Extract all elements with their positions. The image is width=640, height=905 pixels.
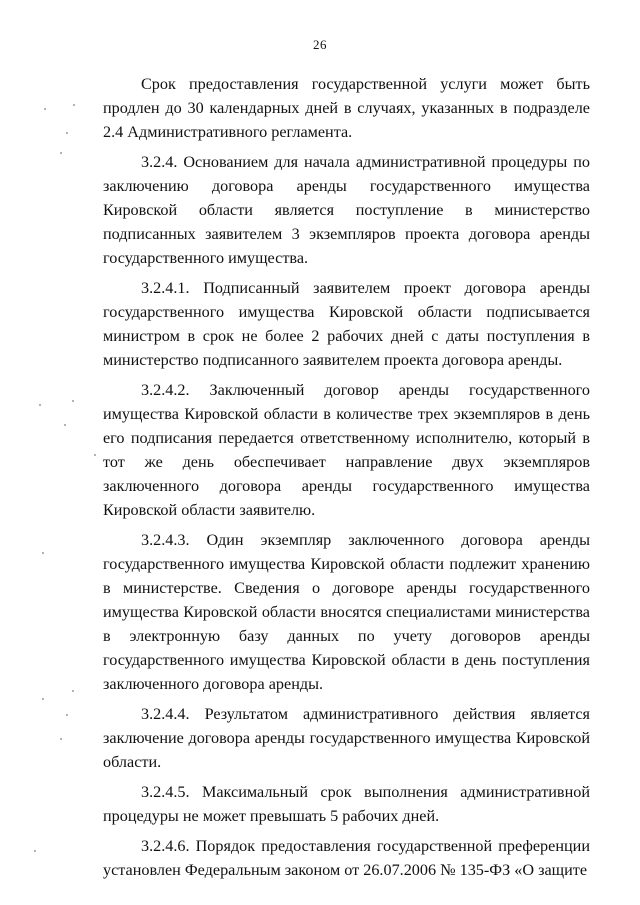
paragraph-3-2-4-5: 3.2.4.5. Максимальный срок выполнения административной процедуры не может превышать 5 рабочих дней. — [103, 783, 590, 825]
scan-speck — [72, 400, 74, 402]
document-body — [103, 72, 590, 888]
paragraph-3-2-4: 3.2.4. Основанием для начала административной процедуры по заключению договора аренды государственного имущества Кировской области является поступление в министерство подписанных заявителем 3 экземпляров проекта договора аренды государственного имущества. — [103, 153, 590, 267]
scan-speck — [64, 424, 66, 426]
paragraph-3-2-4-6: 3.2.4.6. Порядок предоставления государственной преференции установлен Федеральным законом от 26.07.2006 № 135-ФЗ «О защите — [103, 837, 590, 879]
scan-speck — [44, 108, 46, 110]
scan-speck — [66, 132, 68, 134]
scan-speck — [39, 404, 41, 406]
paragraph-term-extension: Срок предоставления государственной услуги может быть продлен до 30 календарных дней в случаях, указанных в подразделе 2.4 Административного регламента. — [103, 75, 590, 141]
scan-speck — [66, 714, 68, 716]
scan-speck — [94, 454, 96, 456]
scan-speck — [34, 850, 36, 852]
scan-speck — [60, 152, 62, 154]
page-number: 26 — [313, 37, 327, 52]
scan-speck — [72, 690, 74, 692]
paragraph-3-2-4-3: 3.2.4.3. Один экземпляр заключенного договора аренды государственного имущества Кировской области подлежит хранению в министерстве. Сведения о договоре аренды государственного имущества Кировской области вносятся специалистами министерства в электронную базу данных по учету договоров аренды государственного имущества Кировской области в день поступления заключенного договора аренды. — [103, 531, 590, 693]
paragraph-3-2-4-4: 3.2.4.4. Результатом административного действия является заключение договора аренды государственного имущества Кировской области. — [103, 705, 590, 771]
scan-speck — [42, 698, 44, 700]
scan-speck — [60, 738, 62, 740]
paragraph-3-2-4-2: 3.2.4.2. Заключенный договор аренды государственного имущества Кировской области в количестве трех экземпляров в день его подписания передается ответственному исполнителю, который в тот же день обеспечивает направление двух экземпляров заключенного договора аренды государственного имущества Кировской области заявителю. — [103, 381, 590, 519]
scan-speck — [73, 104, 75, 106]
scan-speck — [42, 552, 44, 554]
paragraph-3-2-4-1: 3.2.4.1. Подписанный заявителем проект договора аренды государственного имущества Кировской области подписывается министром в срок не более 2 рабочих дней с даты поступления в министерство подписанного заявителем проекта договора аренды. — [103, 279, 590, 369]
